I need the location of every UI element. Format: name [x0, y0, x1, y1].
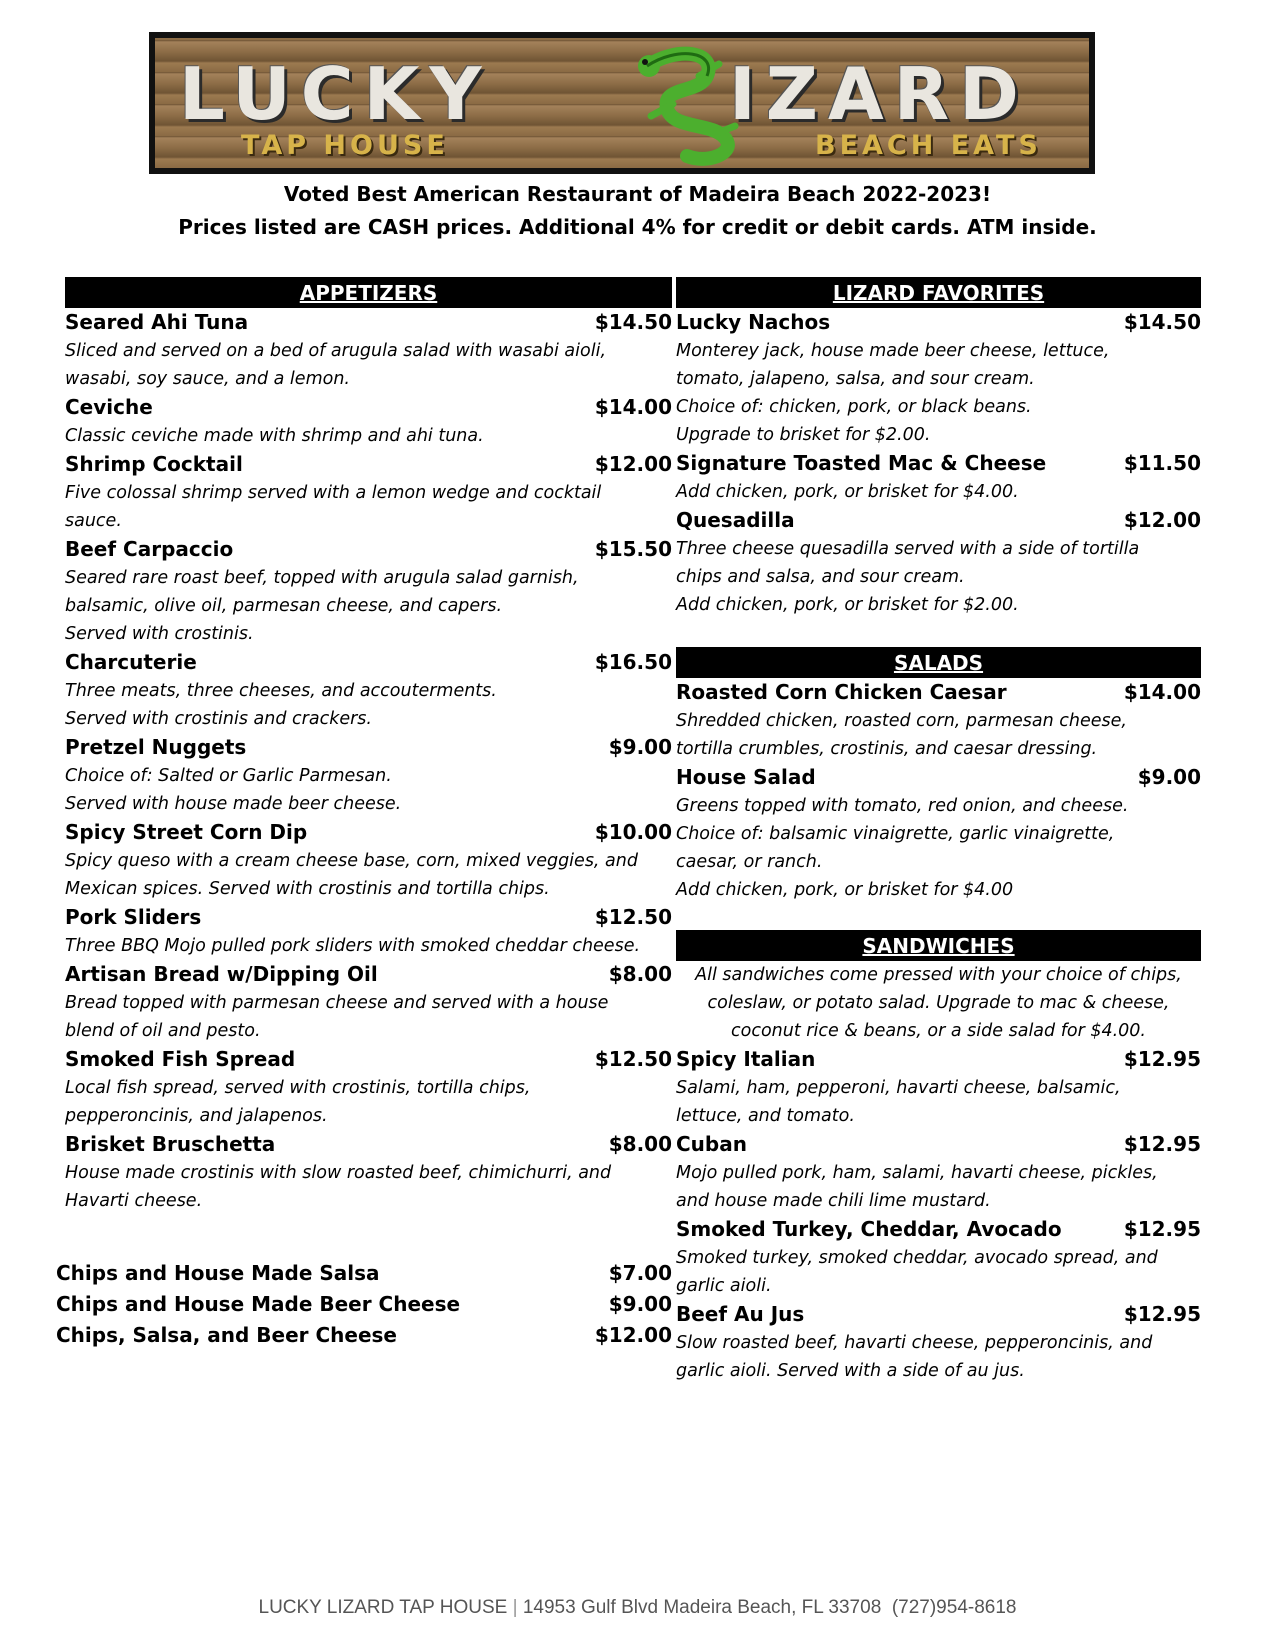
menu-item-price: $12.95 — [1123, 1217, 1201, 1241]
menu-item-heading — [65, 535, 672, 564]
menu-item-name: House Salad — [676, 765, 816, 789]
favorites-list — [676, 308, 1201, 619]
menu-item-name: Smoked Fish Spread — [65, 1047, 296, 1071]
menu-item-heading — [56, 1320, 672, 1351]
menu-item-heading — [65, 960, 672, 989]
menu-item-heading — [676, 1130, 1201, 1159]
menu-item-description: Add chicken, pork, or brisket for $4.00. — [676, 482, 1019, 502]
menu-item-description: Three cheese quesadilla served with a side of tortilla chips and salsa, and sour cream. Add chicken, pork, or brisket for $2.00. — [676, 539, 1140, 615]
menu-item-price: $14.50 — [1123, 310, 1201, 334]
appetizers-section — [65, 277, 672, 1215]
menu-item-description: Bread topped with parmesan cheese and served with a house blend of oil and pesto. — [65, 993, 609, 1041]
menu-item-heading — [676, 506, 1201, 535]
menu-item-description: Smoked turkey, smoked cheddar, avocado spread, and garlic aioli. — [676, 1248, 1158, 1296]
menu-item-name: Ceviche — [65, 395, 153, 419]
chips-list — [56, 1258, 672, 1351]
logo-word-lizard: IZARD — [729, 52, 1029, 136]
menu-item-price: $14.00 — [1123, 680, 1201, 704]
menu-item-price: $11.50 — [1123, 451, 1201, 475]
menu-item-heading — [65, 1045, 672, 1074]
menu-item-name: Brisket Bruschetta — [65, 1132, 276, 1156]
menu-item-price: $7.00 — [608, 1261, 672, 1285]
menu-item-heading — [676, 449, 1201, 478]
menu-item-name: Pork Sliders — [65, 905, 202, 929]
logo-subtitle-tap-house: TAP HOUSE — [241, 130, 449, 161]
sandwiches-note: All sandwiches come pressed with your choice of chips, coleslaw, or potato salad. Upgrade to mac & cheese, coconut rice & beans, or a side salad for $4.00. — [695, 965, 1182, 1041]
footer — [0, 1597, 1275, 1619]
menu-item-name: Charcuterie — [65, 650, 197, 674]
menu-item-price: $12.50 — [594, 905, 672, 929]
right-column — [676, 277, 1201, 1385]
menu-item-name: Shrimp Cocktail — [65, 452, 243, 476]
menu-item-name: Smoked Turkey, Cheddar, Avocado — [676, 1217, 1062, 1241]
menu-item-description: House made crostinis with slow roasted beef, chimichurri, and Havarti cheese. — [65, 1163, 612, 1211]
menu-item-price: $9.00 — [608, 735, 672, 759]
menu-item-price: $9.00 — [1137, 765, 1201, 789]
menu-item-name: Signature Toasted Mac & Cheese — [676, 451, 1047, 475]
menu-item-description: Shredded chicken, roasted corn, parmesan cheese, tortilla crumbles, crostinis, and caesar dressing. — [676, 711, 1127, 759]
menu-item-price: $12.50 — [594, 1047, 672, 1071]
favorites-section — [676, 277, 1201, 619]
sandwiches-header: SANDWICHES — [676, 930, 1201, 961]
menu-item-description: Choice of: Salted or Garlic Parmesan. Served with house made beer cheese. — [65, 766, 402, 814]
footer-phone: (727)954-8618 — [891, 1597, 1017, 1618]
menu-item-description: Mojo pulled pork, ham, salami, havarti cheese, pickles, and house made chili lime mustard. — [676, 1163, 1158, 1211]
salads-list — [676, 678, 1201, 904]
menu-item-price: $12.00 — [594, 452, 672, 476]
menu-item-price: $12.95 — [1123, 1132, 1201, 1156]
menu-item-description: Salami, ham, pepperoni, havarti cheese, balsamic, lettuce, and tomato. — [676, 1078, 1121, 1126]
menu-item-heading — [65, 733, 672, 762]
menu-item-description: Spicy queso with a cream cheese base, corn, mixed veggies, and Mexican spices. Served with crostinis and tortilla chips. — [65, 851, 638, 899]
menu-item-price: $12.00 — [1123, 508, 1201, 532]
menu-item-price: $15.50 — [594, 537, 672, 561]
logo-subtitle-beach-eats: BEACH EATS — [815, 130, 1042, 161]
menu-item-price: $14.00 — [594, 395, 672, 419]
sandwiches-list — [676, 1045, 1201, 1385]
favorites-header: LIZARD FAVORITES — [676, 277, 1201, 308]
salads-header: SALADS — [676, 647, 1201, 678]
appetizers-header: APPETIZERS — [65, 277, 672, 308]
salads-section — [676, 647, 1201, 904]
menu-item-description: Five colossal shrimp served with a lemon wedge and cocktail sauce. — [65, 483, 602, 531]
menu-item-name: Chips and House Made Beer Cheese — [56, 1292, 461, 1316]
logo-word-lucky: LUCKY — [179, 52, 492, 136]
menu-item-heading — [676, 1300, 1201, 1329]
logo-wood-background — [155, 38, 1089, 168]
menu-item-name: Roasted Corn Chicken Caesar — [676, 680, 1007, 704]
footer-address: 14953 Gulf Blvd Madeira Beach, FL 33708 — [522, 1597, 882, 1618]
menu-item-heading — [65, 1130, 672, 1159]
menu-item-price: $12.95 — [1123, 1302, 1201, 1326]
menu-item-heading — [65, 308, 672, 337]
menu-item-price: $14.50 — [594, 310, 672, 334]
menu-item-name: Chips, Salsa, and Beer Cheese — [56, 1323, 397, 1347]
menu-item-heading — [676, 308, 1201, 337]
menu-item-name: Quesadilla — [676, 508, 795, 532]
menu-item-price: $16.50 — [594, 650, 672, 674]
appetizer-list — [65, 308, 672, 1215]
menu-item-name: Spicy Italian — [676, 1047, 816, 1071]
menu-item-heading — [676, 678, 1201, 707]
menu-item-heading — [65, 393, 672, 422]
menu-item-heading — [676, 1045, 1201, 1074]
footer-separator: | — [512, 1597, 518, 1618]
tagline-pricing: Prices listed are CASH prices. Additional 4% for credit or debit cards. ATM inside. — [178, 215, 1097, 239]
menu-item-heading — [65, 818, 672, 847]
menu-item-description: Greens topped with tomato, red onion, and cheese. Choice of: balsamic vinaigrette, garlic vinaigrette, caesar, or ranch. Add chicken, pork, or brisket for $4.00 — [676, 796, 1129, 900]
menu-item-name: Beef Au Jus — [676, 1302, 805, 1326]
menu-item-heading — [56, 1258, 672, 1289]
menu-item-name: Beef Carpaccio — [65, 537, 234, 561]
menu-item-price: $8.00 — [608, 962, 672, 986]
logo-banner — [149, 32, 1095, 174]
tagline-award: Voted Best American Restaurant of Madeira Beach 2022-2023! — [283, 182, 992, 206]
menu-item-price: $9.00 — [608, 1292, 672, 1316]
menu-item-heading — [65, 450, 672, 479]
menu-item-description: Classic ceviche made with shrimp and ahi tuna. — [65, 426, 484, 446]
menu-item-name: Chips and House Made Salsa — [56, 1261, 380, 1285]
menu-item-description: Seared rare roast beef, topped with arugula salad garnish, balsamic, olive oil, parmesan cheese, and capers. Served with crostinis. — [65, 568, 579, 644]
footer-name: LUCKY LIZARD TAP HOUSE — [258, 1597, 508, 1618]
menu-item-description: Local fish spread, served with crostinis, tortilla chips, pepperoncinis, and jalapenos. — [65, 1078, 531, 1126]
menu-item-description: Sliced and served on a bed of arugula salad with wasabi aioli, wasabi, soy sauce, and a lemon. — [65, 341, 607, 389]
menu-item-price: $12.95 — [1123, 1047, 1201, 1071]
menu-item-description: Three BBQ Mojo pulled pork sliders with smoked cheddar cheese. — [65, 936, 641, 956]
menu-item-heading — [65, 903, 672, 932]
menu-item-name: Lucky Nachos — [676, 310, 831, 334]
menu-item-heading — [676, 1215, 1201, 1244]
menu-item-name: Pretzel Nuggets — [65, 735, 247, 759]
menu-item-price: $8.00 — [608, 1132, 672, 1156]
sandwiches-section — [676, 930, 1201, 1385]
menu-item-heading — [56, 1289, 672, 1320]
menu-item-heading — [676, 763, 1201, 792]
menu-item-heading — [65, 648, 672, 677]
menu-item-price: $12.00 — [594, 1323, 672, 1347]
menu-item-name: Cuban — [676, 1132, 747, 1156]
menu-item-price: $10.00 — [594, 820, 672, 844]
menu-item-description: Monterey jack, house made beer cheese, lettuce, tomato, jalapeno, salsa, and sour cream. Choice of: chicken, pork, or black beans. Upgrade to brisket for $2.00. — [676, 341, 1110, 445]
menu-item-name: Artisan Bread w/Dipping Oil — [65, 962, 378, 986]
menu-item-name: Spicy Street Corn Dip — [65, 820, 308, 844]
menu-item-description: Slow roasted beef, havarti cheese, pepperoncinis, and garlic aioli. Served with a side of au jus. — [676, 1333, 1153, 1381]
menu-item-name: Seared Ahi Tuna — [65, 310, 249, 334]
menu-item-description: Three meats, three cheeses, and accouterments. Served with crostinis and crackers. — [65, 681, 497, 729]
